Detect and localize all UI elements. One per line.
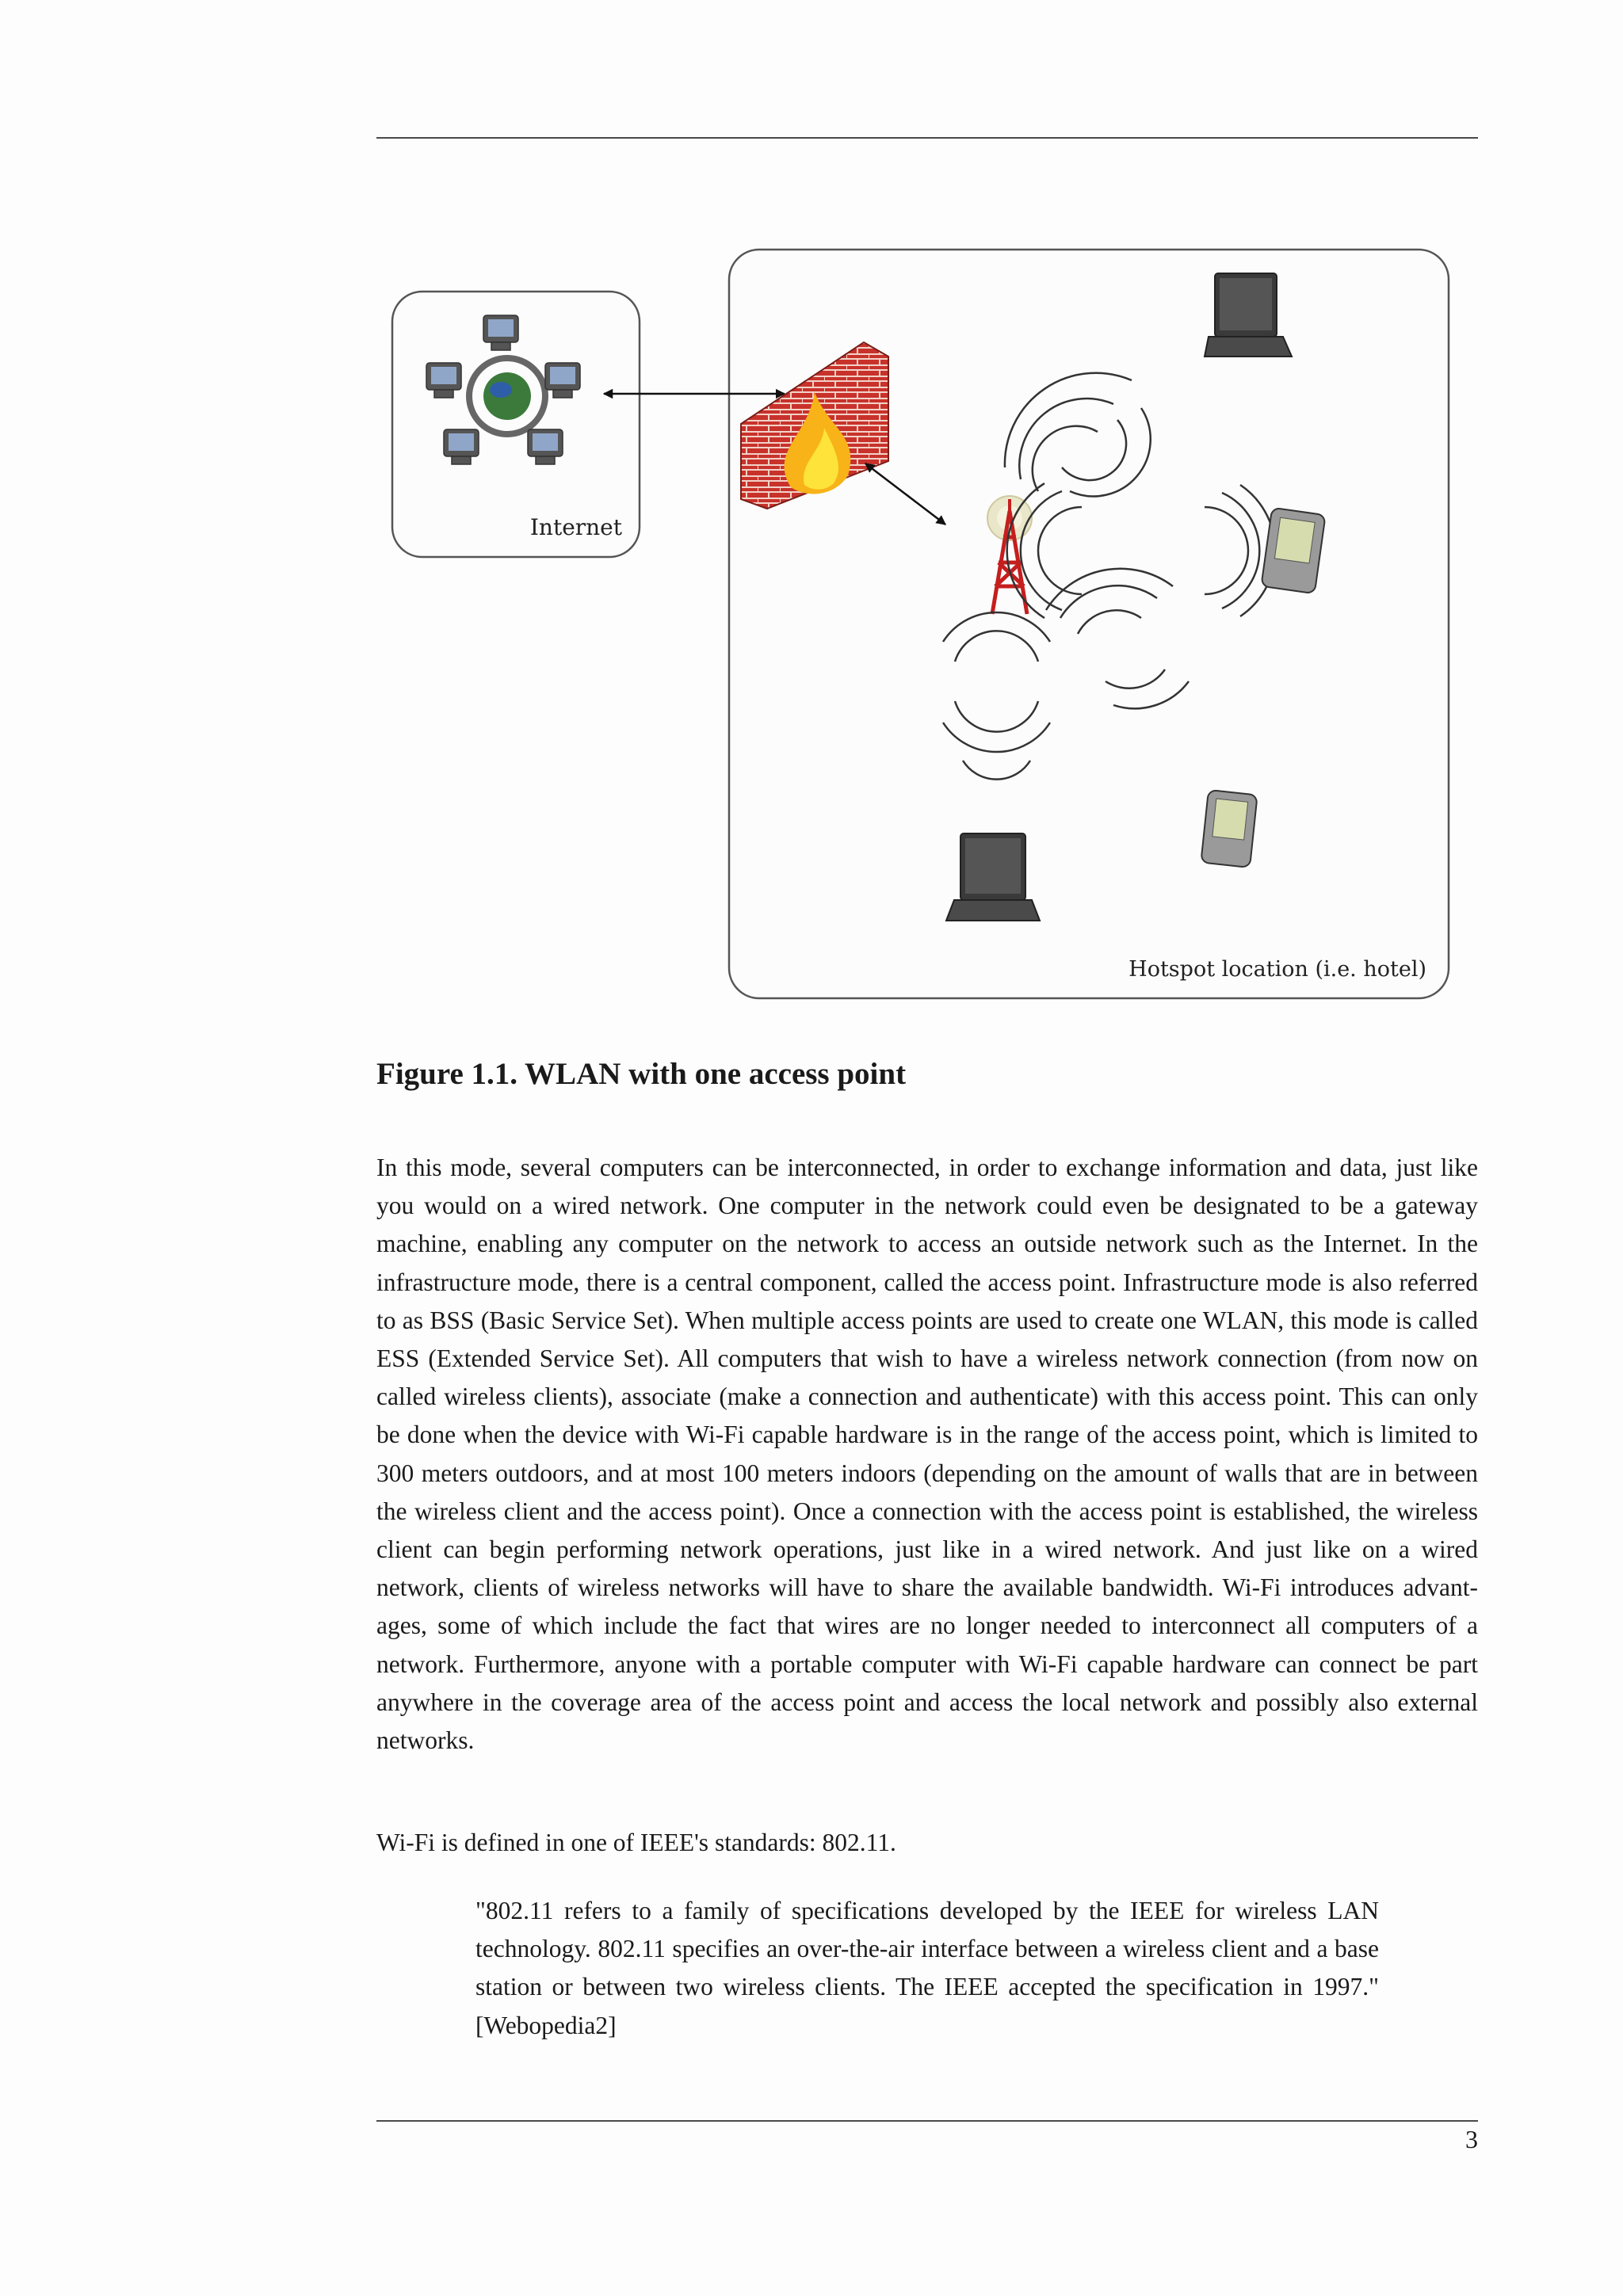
figure-caption: Figure 1.1. WLAN with one access point — [376, 1057, 907, 1091]
body-paragraph: Wi-Fi is defined in one of IEEE's standards: 802.11. — [376, 1829, 896, 1856]
page-number: 3 — [1465, 2125, 1478, 2153]
body-paragraph: In this mode, several computers can be interconnected, in order to exchange information and data, just like you would on a wired network. One computer in the network could even be designated to be a gateway machine, enabling any computer on the network to access an outside network such as the Internet. In the infrastructure mode, there is a central component, called the access point. Infrastructure mode is also referred to as BSS (Basic Service Set). When multiple access points are used to create one WLAN, this mode is called ESS (Extended Service Set). All computers that wish to have a wireless network connection (from now on called wireless clients), associate (make a connection and authenticate) with this access point. This can only be done when the device with Wi-Fi capable hardware is in the range of the access point, which is limited to 300 meters outdoors, and at most 100 meters indoors (depending on the amount of walls that are in between the wireless client and the access point). Once a connection with the access point is established, the wireless client can begin performing network operations, just like in a wired network. And just like on a wired network, clients of wireless networks will have to share the available bandwidth. Wi-Fi introduces advantages, some of which include the fact that wires are no longer needed to interconnect all computers of a network. Furthermore, anyone with a portable computer with Wi-Fi capable hardware can connect be part anywhere in the coverage area of the access point and access the local network and possibly also external networks. — [376, 1154, 1478, 1755]
footer-rule — [376, 2120, 1478, 2122]
internet-box — [392, 292, 640, 557]
pda-icon — [1201, 790, 1257, 868]
pda-icon — [1261, 508, 1325, 593]
wlan-figure — [380, 238, 1474, 1014]
hotspot-label: Hotspot location (i.e. hotel) — [1128, 957, 1426, 982]
laptop-icon — [946, 833, 1040, 921]
block-quote: "802.11 refers to a family of specifications developed by the IEEE for wireless LAN technology. 802.11 specifies an over-the-air interface between a wireless client and a base station or between two wireless clients. The IEEE accepted the specification in 1997." [Webopedia2] — [475, 1897, 1379, 2039]
internet-label: Internet — [529, 514, 622, 540]
header-rule — [376, 137, 1478, 139]
